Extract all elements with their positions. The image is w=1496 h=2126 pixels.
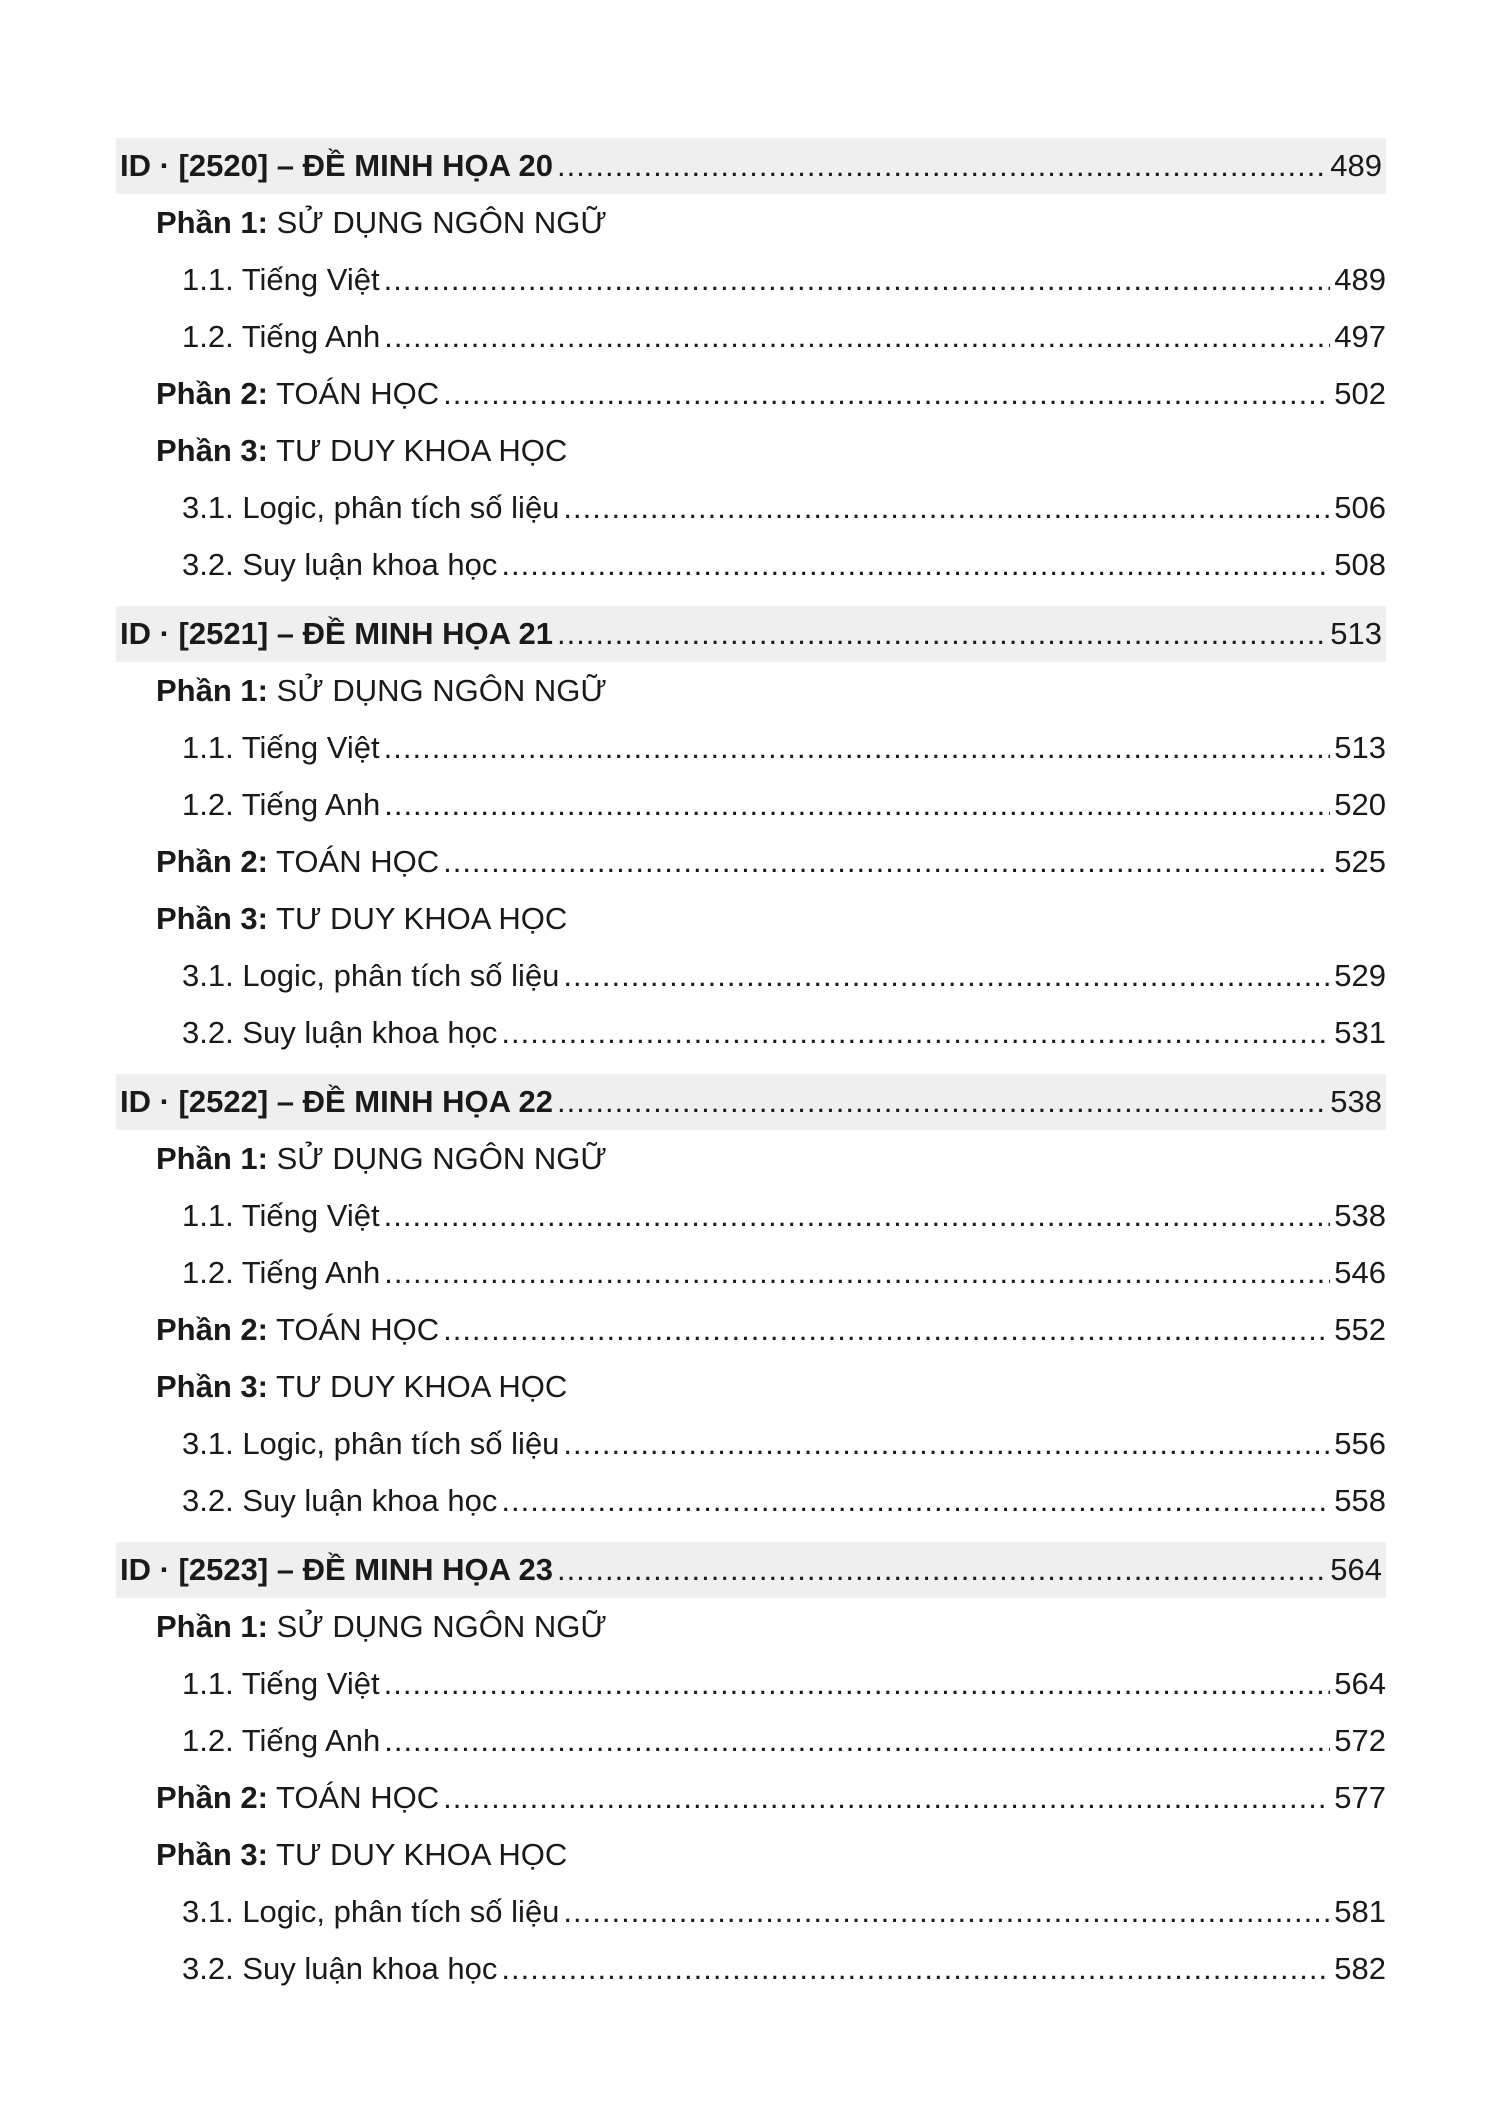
entry-label	[182, 1655, 380, 1712]
toc-entry[interactable]	[116, 1883, 1386, 1940]
dot-leader	[563, 947, 1330, 1004]
entry-title: TƯ DUY KHOA HỌC	[276, 433, 568, 468]
page-number: 489	[1330, 148, 1382, 183]
entry-title: 1.1. Tiếng Việt	[182, 262, 380, 297]
section-title: ID · [2520] – ĐỀ MINH HỌA 20	[120, 148, 553, 183]
section-title: ID · [2523] – ĐỀ MINH HỌA 23	[120, 1552, 553, 1587]
entry-title: 3.2. Suy luận khoa học	[182, 1483, 498, 1518]
entry-title: 1.2. Tiếng Anh	[182, 1723, 381, 1758]
entry-label	[182, 719, 380, 776]
entry-label	[156, 194, 607, 251]
entry-label	[182, 776, 380, 833]
entry-label	[182, 1004, 497, 1061]
entry-label	[182, 1415, 559, 1472]
entry-label	[156, 1769, 439, 1826]
entry-label	[156, 365, 439, 422]
toc-entry[interactable]	[116, 1415, 1386, 1472]
entry-title: 3.2. Suy luận khoa học	[182, 1951, 498, 1986]
dot-leader	[384, 776, 1330, 833]
entry-title: TOÁN HỌC	[276, 1312, 440, 1347]
entry-title: SỬ DỤNG NGÔN NGỮ	[276, 1141, 607, 1176]
entry-title: SỬ DỤNG NGÔN NGỮ	[276, 1609, 607, 1644]
entry-title: 3.2. Suy luận khoa học	[182, 1015, 498, 1050]
toc-entry[interactable]	[116, 1358, 1386, 1415]
entry-label	[182, 536, 497, 593]
entry-prefix: Phần 3:	[156, 433, 268, 468]
toc-entry[interactable]	[116, 776, 1386, 833]
dot-leader	[443, 365, 1330, 422]
toc-section	[116, 1074, 1386, 1529]
entry-title: 1.2. Tiếng Anh	[182, 787, 381, 822]
page-number: 506	[1334, 490, 1386, 525]
dot-leader	[563, 1415, 1330, 1472]
dot-leader	[501, 1940, 1330, 1997]
page-number: 556	[1334, 1426, 1386, 1461]
page-number: 529	[1334, 958, 1386, 993]
entry-title: 1.1. Tiếng Việt	[182, 1666, 380, 1701]
entry-label	[156, 662, 607, 719]
page-number: 582	[1334, 1951, 1386, 1986]
toc-entry[interactable]	[116, 1940, 1386, 1997]
toc-section-heading[interactable]	[116, 138, 1386, 194]
entry-label	[156, 1301, 439, 1358]
toc-entry[interactable]	[116, 890, 1386, 947]
section-title: ID · [2522] – ĐỀ MINH HỌA 22	[120, 1084, 553, 1119]
toc-entry[interactable]	[116, 1187, 1386, 1244]
entry-label	[182, 1472, 497, 1529]
entry-prefix: Phần 2:	[156, 1780, 268, 1815]
toc-entry[interactable]	[116, 833, 1386, 890]
dot-leader	[557, 1074, 1326, 1130]
dot-leader	[501, 1004, 1330, 1061]
dot-leader	[443, 1301, 1330, 1358]
dot-leader	[563, 479, 1330, 536]
page-number: 497	[1334, 319, 1386, 354]
entry-label	[156, 1598, 607, 1655]
dot-leader	[557, 606, 1326, 662]
table-of-contents	[116, 138, 1386, 2010]
page-number: 531	[1334, 1015, 1386, 1050]
dot-leader	[384, 308, 1330, 365]
toc-entry[interactable]	[116, 1826, 1386, 1883]
entry-label	[156, 890, 567, 947]
entry-title: 3.2. Suy luận khoa học	[182, 547, 498, 582]
entry-prefix: Phần 1:	[156, 1141, 268, 1176]
entry-title: SỬ DỤNG NGÔN NGỮ	[276, 673, 607, 708]
dot-leader	[384, 719, 1331, 776]
toc-entry[interactable]	[116, 1301, 1386, 1358]
page-number: 489	[1334, 262, 1386, 297]
page-number: 546	[1334, 1255, 1386, 1290]
toc-entry[interactable]	[116, 365, 1386, 422]
dot-leader	[501, 536, 1330, 593]
entry-title: TƯ DUY KHOA HỌC	[276, 1369, 568, 1404]
toc-entry[interactable]	[116, 1655, 1386, 1712]
dot-leader	[563, 1883, 1330, 1940]
entry-prefix: Phần 1:	[156, 1609, 268, 1644]
entry-label	[156, 1358, 567, 1415]
toc-entry[interactable]	[116, 947, 1386, 1004]
entry-label	[182, 1712, 380, 1769]
toc-section	[116, 1542, 1386, 1997]
entry-prefix: Phần 1:	[156, 673, 268, 708]
toc-entry[interactable]	[116, 1130, 1386, 1187]
entry-label	[156, 833, 439, 890]
dot-leader	[384, 1187, 1331, 1244]
toc-entry[interactable]	[116, 194, 1386, 251]
entry-title: TƯ DUY KHOA HỌC	[276, 901, 568, 936]
entry-label	[156, 1130, 607, 1187]
page-number: 577	[1334, 1780, 1386, 1815]
dot-leader	[443, 1769, 1330, 1826]
page-number: 513	[1334, 730, 1386, 765]
toc-entry[interactable]	[116, 479, 1386, 536]
entry-title: TOÁN HỌC	[276, 844, 440, 879]
toc-entry[interactable]	[116, 536, 1386, 593]
entry-title: 3.1. Logic, phân tích số liệu	[182, 490, 560, 525]
toc-section-heading[interactable]	[116, 1542, 1386, 1598]
toc-section	[116, 138, 1386, 593]
page-number: 502	[1334, 376, 1386, 411]
entry-title: SỬ DỤNG NGÔN NGỮ	[276, 205, 607, 240]
toc-entry[interactable]	[116, 662, 1386, 719]
entry-title: 1.1. Tiếng Việt	[182, 1198, 380, 1233]
toc-entry[interactable]	[116, 1712, 1386, 1769]
toc-entry[interactable]	[116, 251, 1386, 308]
page-number: 508	[1334, 547, 1386, 582]
dot-leader	[557, 138, 1326, 194]
entry-prefix: Phần 2:	[156, 376, 268, 411]
page-number: 552	[1334, 1312, 1386, 1347]
section-title: ID · [2521] – ĐỀ MINH HỌA 21	[120, 616, 553, 651]
entry-label	[182, 1187, 380, 1244]
toc-entry[interactable]	[116, 422, 1386, 479]
entry-label	[156, 422, 567, 479]
entry-title: 3.1. Logic, phân tích số liệu	[182, 1894, 560, 1929]
dot-leader	[384, 1244, 1330, 1301]
entry-prefix: Phần 3:	[156, 1837, 268, 1872]
entry-prefix: Phần 3:	[156, 1369, 268, 1404]
dot-leader	[384, 1655, 1331, 1712]
dot-leader	[443, 833, 1330, 890]
dot-leader	[384, 1712, 1330, 1769]
page-number: 520	[1334, 787, 1386, 822]
dot-leader	[384, 251, 1331, 308]
entry-title: TOÁN HỌC	[276, 1780, 440, 1815]
page-number: 564	[1330, 1552, 1382, 1587]
page-number: 525	[1334, 844, 1386, 879]
toc-section	[116, 606, 1386, 1061]
entry-label	[182, 308, 380, 365]
entry-label	[182, 947, 559, 1004]
entry-title: 3.1. Logic, phân tích số liệu	[182, 1426, 560, 1461]
dot-leader	[501, 1472, 1330, 1529]
page-number: 538	[1330, 1084, 1382, 1119]
page-number: 558	[1334, 1483, 1386, 1518]
page-number: 564	[1334, 1666, 1386, 1701]
entry-label	[182, 1883, 559, 1940]
entry-prefix: Phần 3:	[156, 901, 268, 936]
entry-title: TƯ DUY KHOA HỌC	[276, 1837, 568, 1872]
toc-section-heading[interactable]	[116, 606, 1386, 662]
page-number: 581	[1334, 1894, 1386, 1929]
entry-title: 1.2. Tiếng Anh	[182, 1255, 381, 1290]
entry-label	[182, 1940, 497, 1997]
toc-entry[interactable]	[116, 1244, 1386, 1301]
page-number: 513	[1330, 616, 1382, 651]
toc-entry[interactable]	[116, 1598, 1386, 1655]
entry-prefix: Phần 2:	[156, 844, 268, 879]
toc-entry[interactable]	[116, 308, 1386, 365]
entry-label	[156, 1826, 567, 1883]
toc-entry[interactable]	[116, 1769, 1386, 1826]
toc-entry[interactable]	[116, 719, 1386, 776]
page-number: 572	[1334, 1723, 1386, 1758]
entry-title: 3.1. Logic, phân tích số liệu	[182, 958, 560, 993]
entry-title: TOÁN HỌC	[276, 376, 440, 411]
toc-entry[interactable]	[116, 1004, 1386, 1061]
entry-prefix: Phần 2:	[156, 1312, 268, 1347]
entry-label	[182, 251, 380, 308]
toc-entry[interactable]	[116, 1472, 1386, 1529]
page-number: 538	[1334, 1198, 1386, 1233]
toc-section-heading[interactable]	[116, 1074, 1386, 1130]
entry-label	[182, 1244, 380, 1301]
entry-prefix: Phần 1:	[156, 205, 268, 240]
entry-title: 1.2. Tiếng Anh	[182, 319, 381, 354]
entry-title: 1.1. Tiếng Việt	[182, 730, 380, 765]
dot-leader	[557, 1542, 1326, 1598]
entry-label	[182, 479, 559, 536]
